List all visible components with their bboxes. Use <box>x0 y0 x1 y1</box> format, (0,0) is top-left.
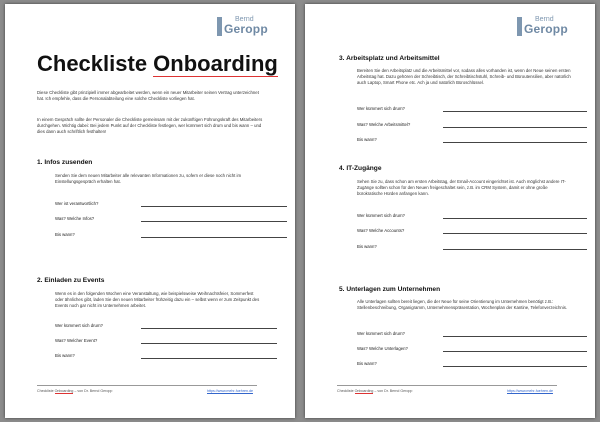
footer-prefix: Checkliste <box>337 389 355 393</box>
field-label: Wer ist verantwortlich? <box>55 201 99 206</box>
section-2-text: Wenn es in den folgenden Wochen eine Veranstaltung, wie beispielsweise Weihnachtsfeier, Sommerfest oder ähnliches gibt, laden Sie den neuen Mitarbeiter frühzeitig dazu ein – selbst wenn er zum Zeitpunkt des Events noch gar nicht im Unternehmen arbeitet. <box>55 291 260 308</box>
field-label: Was? Welche Infos? <box>55 216 95 221</box>
footer-rule <box>337 385 557 386</box>
intro-paragraph-2: In einem Gespräch sollte der Personaler die Checkliste gemeinsam mit der zukünftigen Führungskraft des Mitarbeiters durchgehen. Wichtig dabei: Bei jedem Punkt auf der Checkliste festlegen, wer kümmert sich drum und bis wann – und dies dann auch schriftlich festhalten! <box>37 117 263 134</box>
brand-logo <box>517 14 575 38</box>
field-label: Bis wann? <box>55 353 75 358</box>
field-label: Bis wann? <box>357 244 377 249</box>
answer-line[interactable] <box>443 351 587 352</box>
answer-line[interactable] <box>443 127 587 128</box>
answer-line[interactable] <box>443 111 587 112</box>
answer-line[interactable] <box>443 366 587 367</box>
document-page-2 <box>305 4 595 418</box>
footer-rule <box>37 385 257 386</box>
footer-mid: Onboarding <box>54 389 74 393</box>
section-5-heading: 5. Unterlagen zum Unternehmen <box>339 286 441 293</box>
brand-logo <box>217 14 275 38</box>
field-label: Was? Welche Accounts? <box>357 228 405 233</box>
field-label: Wer kümmert sich drum? <box>357 213 405 218</box>
footer-suffix: – von Dr. Bernd Geropp <box>373 389 413 393</box>
title-part-1: Checkliste <box>37 51 154 76</box>
footer-mid: Onboarding <box>354 389 374 393</box>
answer-line[interactable] <box>443 249 587 250</box>
answer-line[interactable] <box>141 343 277 344</box>
footer-link[interactable]: https://www.mehr-fuehren.de <box>207 389 253 393</box>
field-label: Was? Welche Arbeitsmittel? <box>357 122 411 127</box>
section-1-heading: 1. Infos zusenden <box>37 159 93 166</box>
answer-line[interactable] <box>141 358 277 359</box>
field-label: Was? Welcher Event? <box>55 338 98 343</box>
section-2-heading: 2. Einladen zu Events <box>37 277 105 284</box>
logo-last-name: Geropp <box>524 22 568 36</box>
footer-prefix: Checkliste <box>37 389 55 393</box>
footer-text <box>37 389 112 394</box>
field-label: Wer kümmert sich drum? <box>357 106 405 111</box>
intro-paragraph-1: Diese Checkliste gibt prinzipiell immer abgearbeitet werden, wenn ein neuer Mitarbeiter seinen Vertrag unterzeichnet hat. Ich empfehle, dass die Personalabteilung eine solche Checkliste vorliegen hat. <box>37 90 259 101</box>
logo-bar <box>217 17 222 36</box>
section-3-text: Bereiten Sie den Arbeitsplatz und die Arbeitsmittel vor, sodass alles vorhanden ist, wenn der Neue seinen ersten Arbeitstag hat. Dazu gehören der Schreibtisch, der Schreibtischstuhl, Schreib- und Büroutensilien, aber natürlich auch Laptop, Smart Phone etc. Ach ja und natürlich Büroschlüssel. <box>357 68 571 85</box>
field-label: Bis wann? <box>357 137 377 142</box>
answer-line[interactable] <box>443 142 587 143</box>
footer-text <box>337 389 412 394</box>
logo-bar <box>517 17 522 36</box>
answer-line[interactable] <box>141 237 287 238</box>
footer-link[interactable]: https://www.mehr-fuehren.de <box>507 389 553 393</box>
field-label: Was? Welche Unterlagen? <box>357 346 408 351</box>
answer-line[interactable] <box>443 233 587 234</box>
answer-line[interactable] <box>141 206 287 207</box>
answer-line[interactable] <box>141 328 277 329</box>
answer-line[interactable] <box>141 221 287 222</box>
field-label: Bis wann? <box>55 232 75 237</box>
answer-line[interactable] <box>443 336 587 337</box>
title-part-2: Onboarding <box>153 51 278 76</box>
field-label: Bis wann? <box>357 361 377 366</box>
document-page-1 <box>5 4 295 418</box>
section-3-heading: 3. Arbeitsplatz und Arbeitsmittel <box>339 55 440 62</box>
document-title <box>37 53 278 75</box>
logo-first-name: Bernd <box>235 16 254 23</box>
section-1-text: Senden Sie dem neuen Mitarbeiter alle relevanten Informationen zu, sofern er diese noch nicht im Einstellungsgespräch erhalten hat. <box>55 173 242 184</box>
logo-last-name: Geropp <box>224 22 268 36</box>
section-4-heading: 4. IT-Zugänge <box>339 165 382 172</box>
field-label: Wer kümmert sich drum? <box>357 331 405 336</box>
section-4-text: Sehen Sie zu, dass schon am ersten Arbeitstag, der Email-Account eingerichtet ist. Auch möglichst andere IT-Zugänge sollten schon für den Neuen freigeschaltet sein, z.B. im CRM System, damit er ohne große bürokratische Hürden anfangen kann. <box>357 179 566 196</box>
footer-suffix: – von Dr. Bernd Geropp <box>73 389 113 393</box>
field-label: Wer kümmert sich drum? <box>55 323 103 328</box>
answer-line[interactable] <box>443 218 587 219</box>
section-5-text: Alle Unterlagen sollten bereit liegen, die der Neue für seine Orientierung im Unternehmen benötigt z.B.: Stellenbeschreibung, Organigramm, Unternehmenspräsentation, Wochenplan der Kantine, Telefonverzeichnis. <box>357 299 568 310</box>
logo-first-name: Bernd <box>535 16 554 23</box>
